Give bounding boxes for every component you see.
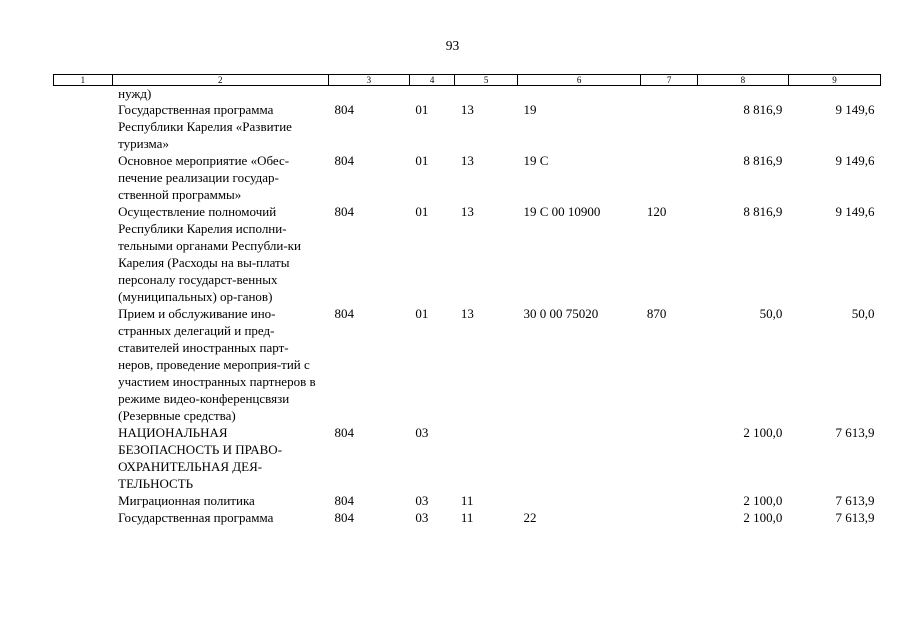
row-target-article: 19 С	[523, 153, 549, 168]
row-amount-1: 8 816,9	[743, 102, 783, 117]
row-ministry-code: 804	[334, 153, 354, 168]
row-target-article	[518, 492, 641, 509]
column-header-4: 4	[409, 75, 454, 86]
table-row	[54, 203, 881, 305]
row-amount-1: 2 100,0	[743, 425, 783, 440]
column-header-5: 5	[455, 75, 518, 86]
row-name: Государственная программа Республики Карелия «Развитие туризма»	[118, 102, 292, 151]
row-amount-2: 9 149,6	[835, 153, 875, 168]
row-name: Основное мероприятие «Обес-печение реализации государ-ственной программы»	[118, 153, 290, 202]
table-row	[54, 492, 881, 509]
row-subsection-code: 13	[460, 204, 474, 219]
column-header-8: 8	[697, 75, 788, 86]
row-name: Миграционная политика	[118, 493, 255, 508]
row-name: Прием и обслуживание ино-странных делегаций и пред-ставителей иностранных парт-неров, проведение мероприя-тий с участием иностранных партнеров в режиме видео-конференцсвязи (Резервные средства)	[118, 306, 316, 423]
row-subsection-code: 11	[460, 510, 474, 525]
row-expense-type	[641, 424, 698, 492]
row-amount-2: 7 613,9	[835, 510, 875, 525]
row-amount-2: 9 149,6	[835, 102, 875, 117]
row-amount-1: 2 100,0	[743, 510, 783, 525]
row-expense-type	[641, 509, 698, 526]
column-header-1: 1	[54, 75, 113, 86]
row-name: Осуществление полномочий Республики Карелия исполни-тельными органами Республи-ки Карелия (Расходы на вы-платы персоналу государст-венных (муниципальных) ор-ганов)	[118, 204, 301, 304]
row-target-article: 19 С 00 10900	[523, 204, 601, 219]
row-ministry-code: 804	[334, 510, 354, 525]
row-ministry-code: 804	[334, 425, 354, 440]
row-amount-2	[788, 86, 880, 102]
column-header-6: 6	[518, 75, 641, 86]
column-header-9: 9	[788, 75, 880, 86]
row-section-code	[409, 86, 454, 102]
row-subsection-code: 11	[460, 493, 474, 508]
row-name: Государственная программа	[118, 510, 274, 525]
table-row	[54, 509, 881, 526]
row-ministry-code: 804	[334, 204, 354, 219]
table-row	[54, 86, 881, 102]
row-amount-1	[697, 86, 788, 102]
table-row	[54, 101, 881, 152]
row-amount-1: 8 816,9	[743, 204, 783, 219]
row-amount-1: 2 100,0	[743, 493, 783, 508]
row-amount-2: 50,0	[851, 306, 875, 321]
row-subsection-code: 13	[460, 153, 474, 168]
row-target-article: 30 0 00 75020	[523, 306, 599, 321]
row-subsection-code	[455, 86, 518, 102]
table-row	[54, 424, 881, 492]
column-header-3: 3	[328, 75, 409, 86]
row-expense-type: 120	[646, 204, 667, 219]
row-amount-2: 9 149,6	[835, 204, 875, 219]
row-expense-type	[641, 86, 698, 102]
row-target-article: 19	[523, 102, 537, 117]
row-expense-type	[641, 152, 698, 203]
row-ministry-code: 804	[334, 102, 354, 117]
table-row	[54, 152, 881, 203]
row-target-article	[518, 424, 641, 492]
column-header-2: 2	[112, 75, 328, 86]
row-section-code: 01	[415, 204, 429, 219]
row-section-code: 01	[415, 306, 429, 321]
row-section-code: 03	[415, 493, 429, 508]
row-subsection-code: 13	[460, 102, 474, 117]
row-section-code: 01	[415, 153, 429, 168]
row-amount-1: 50,0	[759, 306, 783, 321]
row-name: нужд)	[118, 86, 152, 101]
column-header-7: 7	[641, 75, 698, 86]
table-row	[54, 305, 881, 424]
row-expense-type	[641, 101, 698, 152]
row-amount-2: 7 613,9	[835, 425, 875, 440]
row-ministry-code: 804	[334, 493, 354, 508]
page-number: 93	[445, 38, 460, 53]
row-section-code: 03	[415, 510, 429, 525]
row-target-article: 22	[523, 510, 537, 525]
row-name: НАЦИОНАЛЬНАЯ БЕЗОПАСНОСТЬ И ПРАВО-ОХРАНИТЕЛЬНАЯ ДЕЯ-ТЕЛЬНОСТЬ	[118, 425, 283, 491]
row-expense-type: 870	[646, 306, 667, 321]
row-target-article	[518, 86, 641, 102]
row-expense-type	[641, 492, 698, 509]
row-section-code: 03	[415, 425, 429, 440]
row-subsection-code: 13	[460, 306, 474, 321]
budget-table	[53, 74, 881, 526]
column-number-header	[54, 75, 881, 86]
row-ministry-code: 804	[334, 306, 354, 321]
row-ministry-code	[328, 86, 409, 102]
row-amount-1: 8 816,9	[743, 153, 783, 168]
row-section-code: 01	[415, 102, 429, 117]
row-amount-2: 7 613,9	[835, 493, 875, 508]
row-subsection-code	[455, 424, 518, 492]
